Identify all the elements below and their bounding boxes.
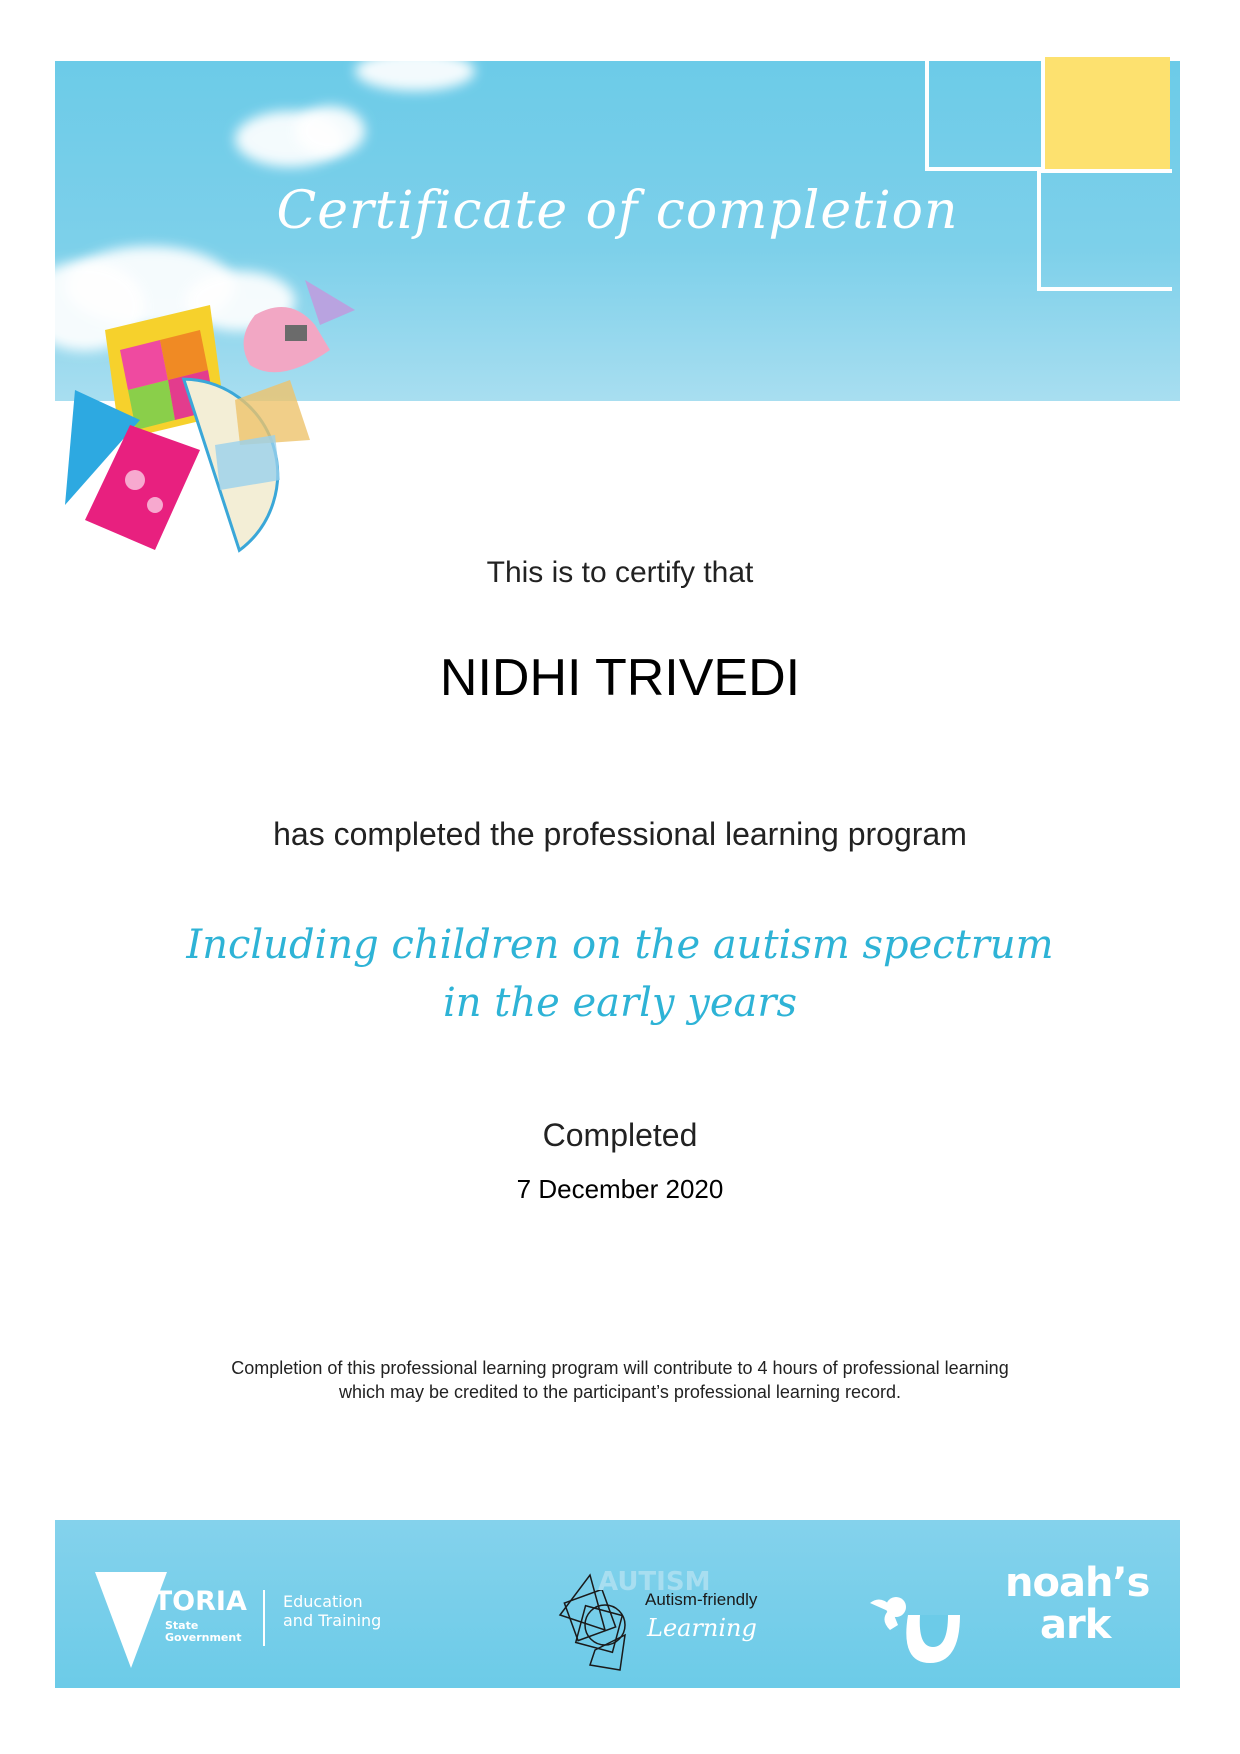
victoria-wordmark: VICTORIA <box>103 1586 247 1617</box>
certify-intro-text: This is to certify that <box>486 556 754 589</box>
autism-mark-text: AUTISM <box>598 1567 711 1597</box>
credit-note <box>0 1356 1240 1404</box>
program-title-line-1: Including children on the autism spectrum <box>186 922 1054 968</box>
yellow-square-decoration <box>1045 57 1170 169</box>
program-title <box>0 916 1240 1032</box>
credit-note-line-1: Completion of this professional learning program will contribute to 4 hours of professional learning <box>231 1358 1009 1378</box>
children-artwork-illustration <box>60 270 370 550</box>
drawing-patch-shape <box>235 380 310 445</box>
completed-date: 7 December 2020 <box>516 1174 724 1204</box>
outline-square-decoration <box>925 51 1045 171</box>
outline-square-decoration <box>1037 169 1172 291</box>
cloud-decoration <box>295 106 365 156</box>
decorative-squares <box>925 51 1185 301</box>
victoria-government-logo <box>55 1520 475 1688</box>
credit-note-line-2: which may be credited to the participant’s professional learning record. <box>339 1382 901 1402</box>
noahs-ark-bird-icon <box>870 1585 965 1665</box>
learning-subtitle: Learning <box>647 1614 757 1642</box>
completion-statement: has completed the professional learning program <box>273 816 967 852</box>
education-training-label <box>283 1592 381 1630</box>
program-title-line-2: in the early years <box>442 980 797 1026</box>
logo-divider <box>263 1590 265 1646</box>
purple-triangle-shape <box>305 280 355 325</box>
ark-wordmark: ark <box>1040 1602 1111 1648</box>
recipient-name: NIDHI TRIVEDI <box>439 649 801 707</box>
state-government-label <box>165 1620 241 1644</box>
completed-label: Completed <box>542 1117 698 1153</box>
cloud-decoration <box>355 51 475 91</box>
dark-patch-shape <box>285 325 307 341</box>
noahs-wordmark: noah’s <box>1005 1560 1150 1606</box>
training-label: and Training <box>283 1611 382 1630</box>
certificate-title: Certificate of completion <box>276 181 959 241</box>
flower-dot-shape <box>125 470 145 490</box>
noahs-ark-logo <box>835 1520 1180 1688</box>
autism-friendly-title: Autism-friendly <box>645 1590 758 1609</box>
autism-friendly-learning-logo <box>475 1520 835 1688</box>
flower-dot-shape <box>147 497 163 513</box>
government-label: Government <box>165 1631 242 1644</box>
state-label: State <box>165 1619 199 1632</box>
footer-banner <box>55 1520 1180 1688</box>
education-label: Education <box>283 1592 363 1611</box>
